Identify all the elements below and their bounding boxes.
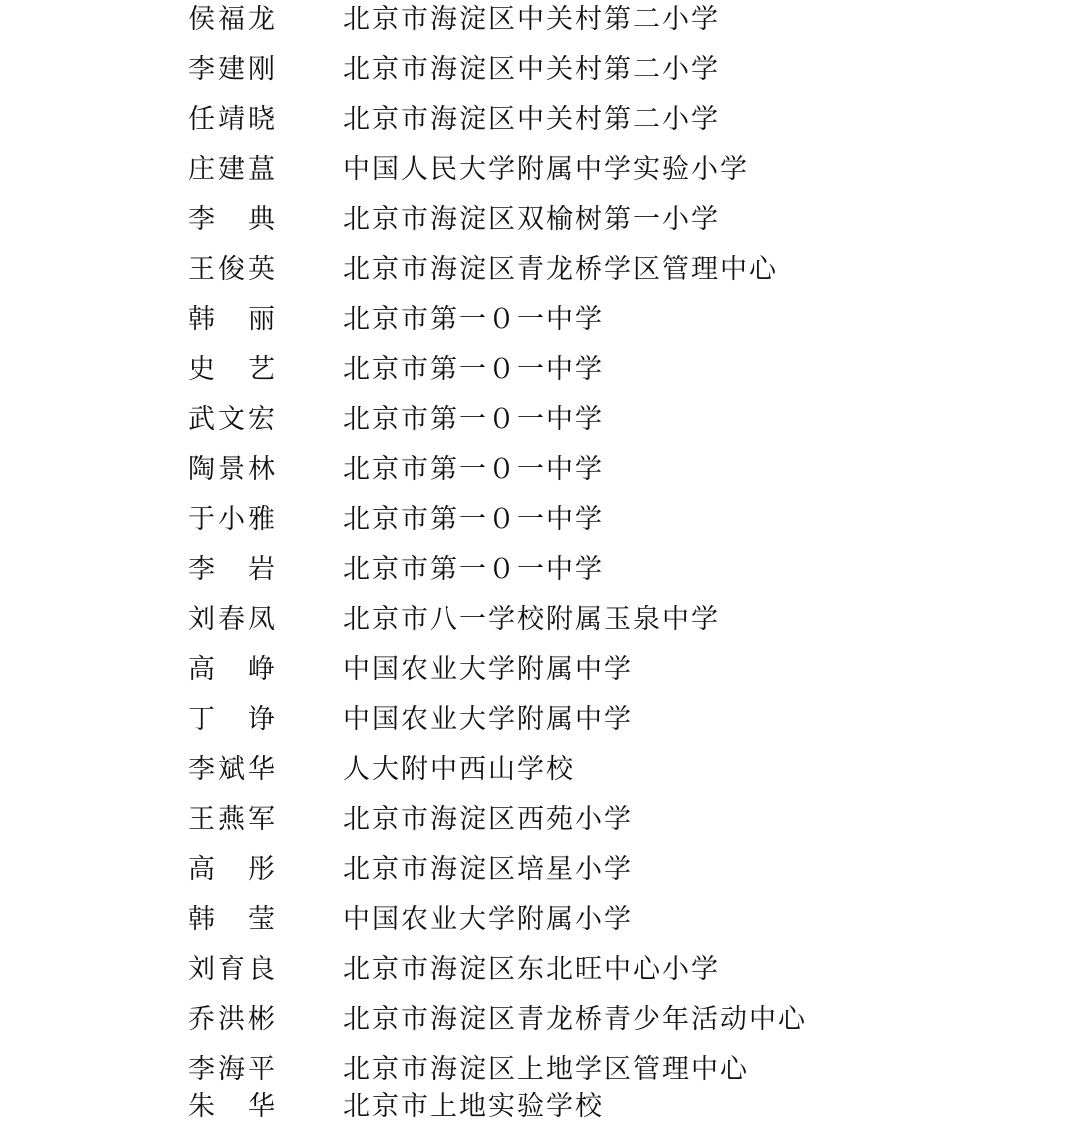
list-item bbox=[0, 595, 1080, 645]
school-name: 北京市第一０一中学 bbox=[343, 504, 604, 535]
school-name: 北京市第一０一中学 bbox=[343, 454, 604, 485]
list-item bbox=[0, 1082, 1080, 1132]
list-item bbox=[0, 745, 1080, 795]
person-name: 武文宏 bbox=[188, 404, 278, 435]
list-item bbox=[0, 0, 1080, 45]
person-name: 于小雅 bbox=[188, 504, 278, 535]
list-item bbox=[0, 895, 1080, 945]
school-name: 北京市第一０一中学 bbox=[343, 404, 604, 435]
list-item bbox=[0, 345, 1080, 395]
person-name: 任靖晓 bbox=[188, 104, 278, 135]
school-name: 中国农业大学附属中学 bbox=[343, 704, 633, 735]
school-name: 中国农业大学附属小学 bbox=[343, 904, 633, 935]
person-name: 李 岩 bbox=[188, 554, 278, 585]
school-name: 北京市海淀区中关村第二小学 bbox=[343, 4, 720, 35]
person-name: 刘春凤 bbox=[188, 604, 278, 635]
school-name: 北京市海淀区中关村第二小学 bbox=[343, 54, 720, 85]
school-name: 北京市海淀区中关村第二小学 bbox=[343, 104, 720, 135]
school-name: 北京市海淀区青龙桥学区管理中心 bbox=[343, 254, 778, 285]
person-name: 高 彤 bbox=[188, 854, 278, 885]
list-item bbox=[0, 695, 1080, 745]
school-name: 北京市海淀区西苑小学 bbox=[343, 804, 633, 835]
school-name: 北京市第一０一中学 bbox=[343, 354, 604, 385]
school-name: 北京市第一０一中学 bbox=[343, 554, 604, 585]
school-name: 北京市海淀区东北旺中心小学 bbox=[343, 954, 720, 985]
person-name: 庄建蒀 bbox=[188, 154, 278, 185]
person-name: 刘育良 bbox=[188, 954, 278, 985]
person-name: 李建刚 bbox=[188, 54, 278, 85]
school-name: 北京市海淀区培星小学 bbox=[343, 854, 633, 885]
school-name: 中国农业大学附属中学 bbox=[343, 654, 633, 685]
person-name: 韩 丽 bbox=[188, 304, 278, 335]
person-name: 李斌华 bbox=[188, 754, 278, 785]
list-item bbox=[0, 495, 1080, 545]
list-item bbox=[0, 995, 1080, 1045]
person-name: 朱 华 bbox=[188, 1091, 278, 1122]
school-name: 北京市八一学校附属玉泉中学 bbox=[343, 604, 720, 635]
list-item bbox=[0, 545, 1080, 595]
school-name: 北京市海淀区上地学区管理中心 bbox=[343, 1054, 749, 1085]
list-item bbox=[0, 295, 1080, 345]
list-item bbox=[0, 945, 1080, 995]
person-name: 乔洪彬 bbox=[188, 1004, 278, 1035]
list-item bbox=[0, 145, 1080, 195]
list-item bbox=[0, 245, 1080, 295]
person-name: 王俊英 bbox=[188, 254, 278, 285]
list-item bbox=[0, 395, 1080, 445]
person-name: 李海平 bbox=[188, 1054, 278, 1085]
person-name: 陶景林 bbox=[188, 454, 278, 485]
list-item bbox=[0, 645, 1080, 695]
list-item bbox=[0, 445, 1080, 495]
list-item bbox=[0, 845, 1080, 895]
school-name: 北京市上地实验学校 bbox=[343, 1091, 604, 1122]
person-name: 韩 莹 bbox=[188, 904, 278, 935]
person-name: 李 典 bbox=[188, 204, 278, 235]
person-name: 高 峥 bbox=[188, 654, 278, 685]
school-name: 北京市海淀区青龙桥青少年活动中心 bbox=[343, 1004, 807, 1035]
school-name: 人大附中西山学校 bbox=[343, 754, 575, 785]
school-name: 北京市第一０一中学 bbox=[343, 304, 604, 335]
list-item bbox=[0, 195, 1080, 245]
school-name: 北京市海淀区双榆树第一小学 bbox=[343, 204, 720, 235]
person-name: 丁 诤 bbox=[188, 704, 278, 735]
person-name: 侯福龙 bbox=[188, 4, 278, 35]
list-item bbox=[0, 95, 1080, 145]
person-name: 王燕军 bbox=[188, 804, 278, 835]
person-name: 史 艺 bbox=[188, 354, 278, 385]
school-name: 中国人民大学附属中学实验小学 bbox=[343, 154, 749, 185]
list-item bbox=[0, 45, 1080, 95]
list-item bbox=[0, 795, 1080, 845]
